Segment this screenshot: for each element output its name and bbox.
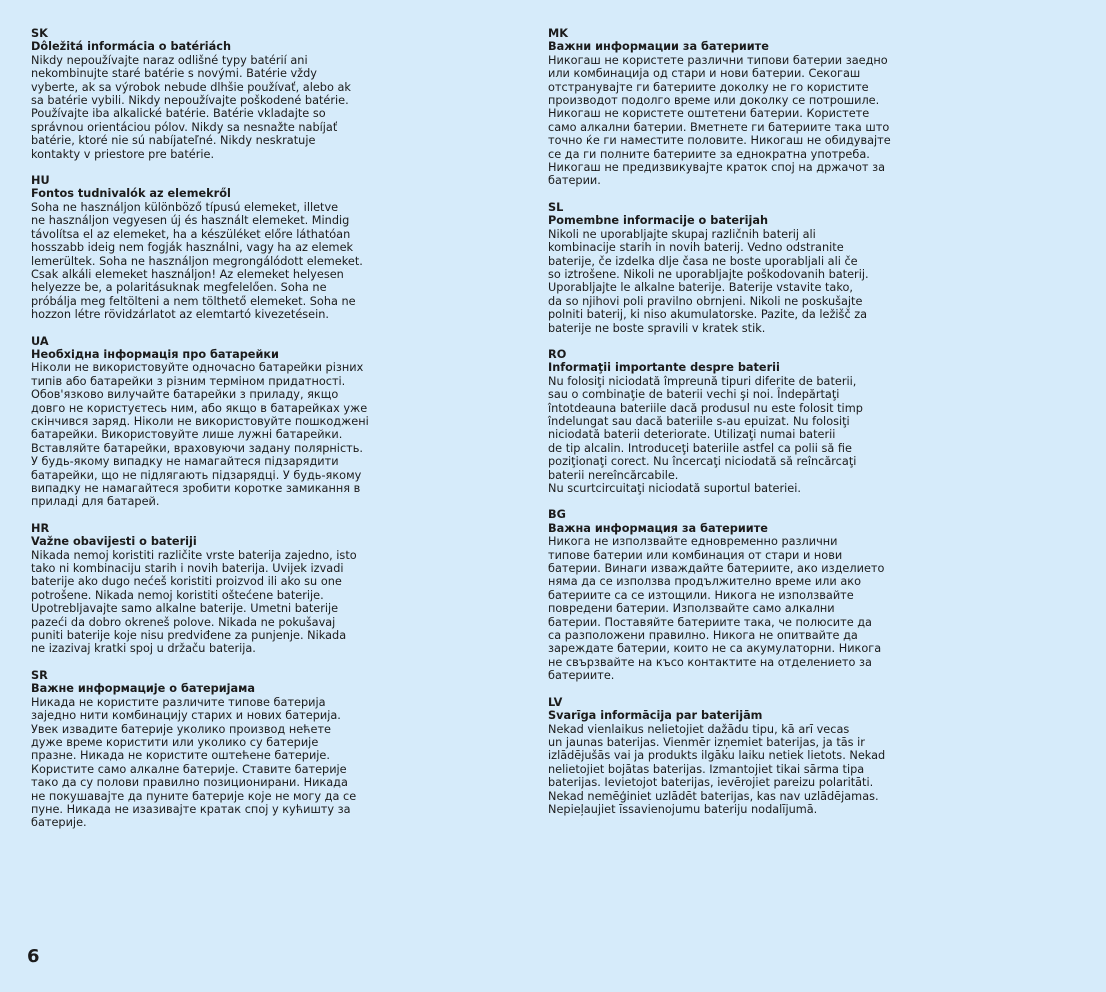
section-heading: Važne obavijesti o bateriji <box>31 535 197 549</box>
section-heading: Fontos tudnivalók az elemekről <box>31 187 231 201</box>
body-text-line: puniti baterije koje nisu predviđene za punjenje. Nikada <box>31 629 347 643</box>
body-text-line: próbálja meg feltölteni a nem tölthető elemeket. Soha ne <box>31 294 356 308</box>
page-number: 6 <box>27 946 40 967</box>
section-sk <box>31 27 531 161</box>
body-text-line: lemerültek. Soha ne használjon megrongálódott elemeket. <box>31 254 363 268</box>
section-mk <box>548 27 1088 188</box>
body-text-line: kombinacije starih in novih baterij. Vedno odstranite <box>548 241 844 255</box>
body-text-line: Обов'язково вилучайте батарейки з приладу, якщо <box>31 388 339 402</box>
body-text-line: типове батерии или комбинация от стари и нови <box>548 548 843 562</box>
body-text-line: тако да су полови правилно позиционирани. Никада <box>31 776 348 790</box>
body-text-line: poziţionaţi corect. Nu încercaţi niciodată să reîncărcaţi <box>548 455 857 469</box>
section-ro <box>548 348 1088 495</box>
body-text-line: da so njihovi poli pravilno obrnjeni. Nikoli ne poskušajte <box>548 294 863 308</box>
body-text-line: hozzon létre rövidzárlatot az elemtartó kivezetésein. <box>31 308 329 322</box>
body-text-line: Nikoli ne uporabljajte skupaj različnih baterij ali <box>548 227 816 241</box>
body-text-line: Никогаш не предизвикувајте краток спој на држачот за <box>548 161 886 175</box>
section-sr <box>31 669 531 830</box>
section-heading: Svarīga informācija par baterijām <box>548 709 763 723</box>
body-text-line: Nekad vienlaikus nelietojiet dažādu tipu, kā arī vecas <box>548 722 850 736</box>
body-text-line: дуже време користити или уколико су батерије <box>31 735 319 749</box>
body-text-line: sa batérie vybili. Nikdy nepoužívajte poškodené batérie. <box>31 94 349 108</box>
section-heading: Важни информации за батериите <box>548 40 769 54</box>
body-text-line: довго не користуєтесь ним, або якщо в батарейках уже <box>31 401 368 415</box>
language-code: UA <box>31 334 49 348</box>
body-text-line: Nikdy nepoužívajte naraz odlišné typy batérií ani <box>31 53 308 67</box>
body-text-line: випадку не намагайтеся зробити коротке замикання в <box>31 482 361 495</box>
section-heading: Dôležitá informácia o batériách <box>31 40 232 54</box>
body-text-line: батериите. <box>548 669 615 683</box>
section-heading: Необхідна інформація про батарейки <box>31 347 279 361</box>
language-code: SR <box>31 668 48 682</box>
section-heading: Важне информације о батеријама <box>31 682 256 696</box>
body-text-line: У будь-якому випадку не намагайтеся підзарядити <box>31 455 339 469</box>
body-text-line: întotdeauna bateriile dacă produsul nu este folosit timp <box>548 401 863 415</box>
body-text-line: Никогаш не користете оштетени батерии. Користете <box>548 107 870 121</box>
body-text-line: пуне. Никада не изазивајте кратак спој у кућишту за <box>31 802 351 816</box>
section-hu <box>31 174 531 321</box>
body-text-line: Soha ne használjon különböző típusú elemeket, illetve <box>31 200 339 214</box>
body-text-line: Nekad nemēģiniet uzlādēt baterijas, kas nav uzlādējamas. <box>548 789 879 803</box>
body-text-line: не покушавајте да пуните батерије које не могу да се <box>31 789 357 803</box>
body-text-line: или комбинација од стари и нови батерии. Секогаш <box>548 67 861 81</box>
body-text-line: точно ќе ги наместите половите. Никогаш не обидувајте <box>548 134 891 148</box>
body-text-line: заједно нити комбинацију старих и нових батерија. <box>31 709 341 723</box>
body-text-line: Nepieļaujiet īssavienojumu bateriju nodalījumā. <box>548 802 818 816</box>
left-column <box>31 27 531 843</box>
body-text-line: nelietojiet bojātas baterijas. Izmantojiet tikai sārma tipa <box>548 762 865 776</box>
body-text-line: няма да се използва продължително време или ако <box>548 575 861 589</box>
language-code: SK <box>31 27 48 40</box>
body-text-line: izlādējušās vai ja produkts ilgāku laiku netiek lietots. Nekad <box>548 749 886 763</box>
language-code: RO <box>548 347 567 361</box>
body-text-line: nekombinujte staré batérie s novými. Batérie vždy <box>31 67 317 81</box>
body-text-line: батерии. Поставяйте батериите така, че полюсите да <box>548 615 872 629</box>
section-hr <box>31 522 531 656</box>
body-text-line: helyezze be, a polaritásuknak megfelelően. Soha ne <box>31 281 327 295</box>
language-code: MK <box>548 27 568 40</box>
body-text-line: távolítsa el az elemeket, ha a készüléket előre láthatóan <box>31 227 351 241</box>
body-text-line: baterije ako dugo nećeš koristiti proizvod ili ako su one <box>31 575 342 589</box>
language-code: BG <box>548 508 566 522</box>
body-text-line: batérie, ktoré nie sú nabíjateľné. Nikdy neskratuje <box>31 134 316 148</box>
section-heading: Важна информация за батериите <box>548 521 768 535</box>
body-text-line: kontakty v priestore pre batérie. <box>31 147 215 161</box>
body-text-line: Вставляйте батарейки, враховуючи задану полярність. <box>31 441 363 455</box>
body-text-line: Никогаш не користете различни типови батерии заедно <box>548 53 888 67</box>
body-text-line: Upotrebljavajte samo alkalne baterije. Umetni baterije <box>31 602 339 616</box>
body-text-line: baterije, če izdelka dlje časa ne boste uporabljali ali če <box>548 254 858 268</box>
section-sl <box>548 201 1088 335</box>
body-text-line: приладі для батарей. <box>31 495 160 509</box>
body-text-line: батерии. <box>548 174 601 188</box>
body-text-line: отстранувајте ги батериите доколку не го користите <box>548 80 869 94</box>
body-text-line: Увек извадите батерије уколико производ нећете <box>31 722 332 736</box>
body-text-line: Uporabljajte le alkalne baterije. Baterije vstavite tako, <box>548 281 853 295</box>
body-text-line: производот подолго време или доколку се потрошиле. <box>548 94 880 108</box>
body-text-line: батарейки. Використовуйте лише лужні батарейки. <box>31 428 343 442</box>
body-text-line: зареждате батерии, които не са акумулаторни. Никога <box>548 642 882 656</box>
body-text-line: niciodată baterii deteriorate. Utilizaţi numai baterii <box>548 428 836 442</box>
language-code: LV <box>548 695 563 709</box>
body-text-line: pazeći da dobro okreneš polove. Nikada ne pokušavaj <box>31 615 336 629</box>
section-bg <box>548 508 1088 682</box>
body-text-line: Používajte iba alkalické batérie. Batérie vkladajte so <box>31 107 326 121</box>
body-text-line: un jaunas baterijas. Vienmēr izņemiet baterijas, ja tās ir <box>548 735 865 749</box>
language-code: HU <box>31 174 50 188</box>
body-text-line: vyberte, ak sa výrobok nebude dlhšie používať, alebo ak <box>31 80 351 94</box>
body-text-line: baterijas. Ievietojot baterijas, ievērojiet pareizu polaritāti. <box>548 776 874 790</box>
body-text-line: tako ni kombinaciju starih i novih baterija. Uvijek izvadi <box>31 562 344 576</box>
body-text-line: Nu folosiţi niciodată împreună tipuri diferite de baterii, <box>548 374 857 388</box>
body-text-line: de tip alcalin. Introduceţi bateriile astfel ca polii să fie <box>548 441 852 455</box>
body-text-line: само алкални батерии. Вметнете ги батериите така што <box>548 120 890 134</box>
language-code: HR <box>31 521 50 535</box>
section-heading: Pomembne informacije o baterijah <box>548 214 769 228</box>
body-text-line: Csak alkáli elemeket használjon! Az elemeket helyesen <box>31 267 344 281</box>
body-text-line: типів або батарейки з різним терміном придатності. <box>31 374 346 388</box>
body-text-line: Nikada nemoj koristiti različite vrste baterija zajedno, isto <box>31 548 357 562</box>
body-text-line: baterii nereîncărcabile. <box>548 468 679 482</box>
right-column <box>548 27 1088 829</box>
body-text-line: батерије. <box>31 816 87 830</box>
language-code: SL <box>548 200 564 214</box>
body-text-line: Ніколи не використовуйте одночасно батарейки різних <box>31 361 364 375</box>
body-text-line: polniti baterij, ki niso akumulatorske. Pazite, da ležišč za <box>548 308 868 322</box>
body-text-line: батарейки, що не підлягають підзарядці. У будь-якому <box>31 468 362 482</box>
body-text-line: не свързвайте на късо контактите на отделението за <box>548 655 872 669</box>
body-text-line: са разположени правилно. Никога не опитвайте да <box>548 629 858 643</box>
body-text-line: potrošene. Nikada nemoj koristiti oštećene baterije. <box>31 588 324 602</box>
body-text-line: ne használjon vegyesen új és használt elemeket. Mindig <box>31 214 350 228</box>
section-ua <box>31 335 531 509</box>
section-lv <box>548 696 1088 817</box>
body-text-line: sau o combinaţie de baterii vechi şi noi. Îndepărtaţi <box>548 388 840 402</box>
section-heading: Informaţii importante despre baterii <box>548 361 780 375</box>
body-text-line: îndelungat sau dacă bateriile s-au epuizat. Nu folosiţi <box>548 414 850 428</box>
body-text-line: hosszabb ideig nem fogják használni, vagy ha az elemek <box>31 241 354 255</box>
body-text-line: празне. Никада не користите оштећене батерије. <box>31 749 330 763</box>
body-text-line: baterije ne boste spravili v kratek stik. <box>548 321 766 335</box>
body-text-line: Nu scurtcircuitaţi niciodată suportul bateriei. <box>548 482 801 495</box>
body-text-line: Никога не използвайте едновременно различни <box>548 535 838 549</box>
body-text-line: се да ги полните батериите за еднократна употреба. <box>548 147 870 161</box>
body-text-line: Користите само алкалне батерије. Ставите батерије <box>31 762 347 776</box>
body-text-line: скінчився заряд. Ніколи не використовуйте пошкоджені <box>31 414 369 428</box>
body-text-line: батериите са се изтощили. Никога не използвайте <box>548 588 854 602</box>
body-text-line: повредени батерии. Използвайте само алкални <box>548 602 835 616</box>
body-text-line: ne izazivaj kratki spoj u držaču baterija. <box>31 642 256 656</box>
body-text-line: so iztrošene. Nikoli ne uporabljajte poškodovanih baterij. <box>548 267 869 281</box>
body-text-line: Никада не користите различите типове батерија <box>31 695 326 709</box>
body-text-line: správnou orientáciou pólov. Nikdy sa nesnažte nabíjať <box>31 120 338 134</box>
body-text-line: батерии. Винаги изваждайте батериите, ако изделието <box>548 562 885 576</box>
